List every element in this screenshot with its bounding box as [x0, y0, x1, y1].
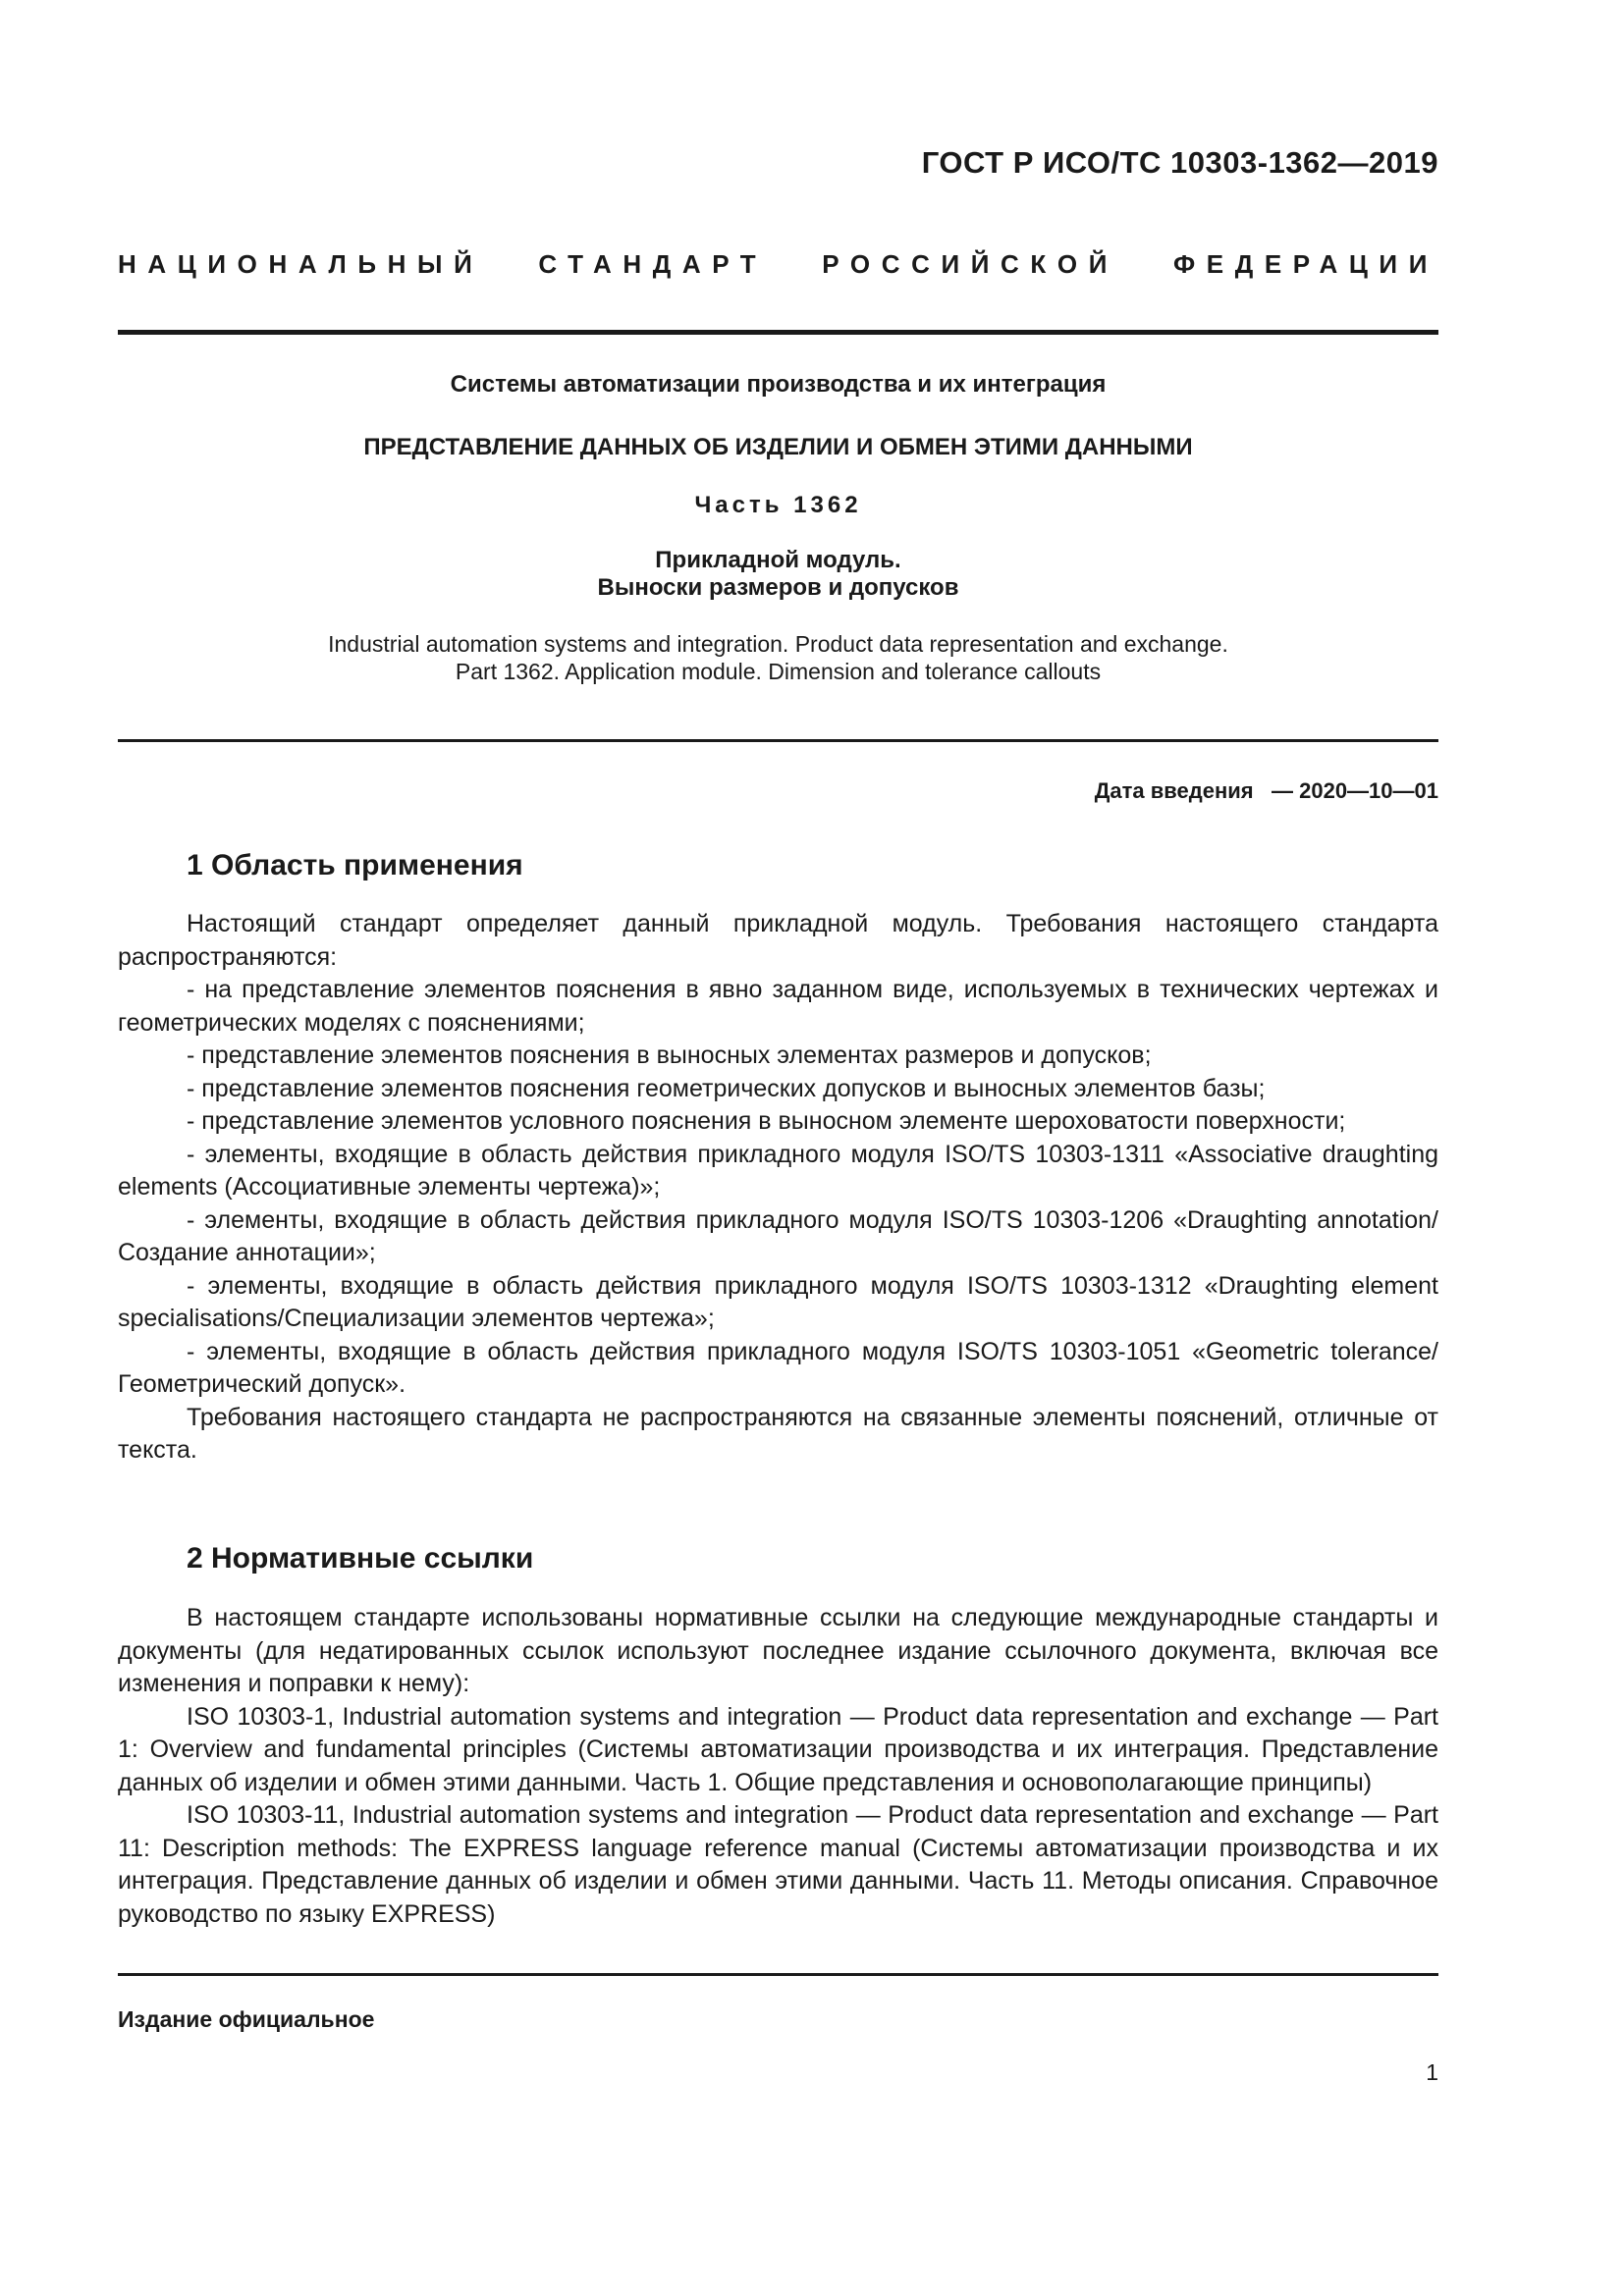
list-item: - представление элементов пояснения геометрических допусков и выносных элементов базы; [187, 1074, 1266, 1102]
series-title: Системы автоматизации производства и их интеграция [450, 371, 1107, 398]
date-label: Дата введения [1094, 778, 1254, 803]
module-title-line2: Выноски размеров и допусков [597, 574, 959, 601]
module-title-line1: Прикладной модуль. [655, 547, 901, 573]
top-rule [118, 330, 1438, 335]
list-item: - представление элементов условного пояснения в выносном элементе шероховатости поверхности; [187, 1107, 1346, 1135]
english-title-line2: Part 1362. Application module. Dimension and tolerance callouts [455, 659, 1102, 684]
english-title-line1: Industrial automation systems and integration. Product data representation and exchange. [328, 631, 1228, 657]
document-page [118, 0, 1438, 2296]
paragraph: В настоящем стандарте использованы нормативные ссылки на следующие международные стандарты и документы (для недатированных ссылок используют последнее издание ссылочного документа, включая все изменения и поправки к нему): [118, 1604, 1438, 1697]
list-item: - представление элементов пояснения в выносных элементах размеров и допусков; [187, 1041, 1152, 1069]
gost-code: ГОСТ Р ИСО/ТС 10303-1362—2019 [921, 145, 1438, 180]
page-number: 1 [1426, 2059, 1438, 2085]
list-item: - элементы, входящие в область действия прикладного модуля ISO/TS 10303-1312 «Draughting element specialisations/Специализации элементов чертежа»; [118, 1271, 1438, 1332]
section-2-body [118, 1602, 1438, 1931]
section-2-heading: 2 Нормативные ссылки [187, 1542, 534, 1575]
title-rule [118, 739, 1438, 742]
official-edition-label: Издание официальное [118, 2006, 375, 2032]
main-title: ПРЕДСТАВЛЕНИЕ ДАННЫХ ОБ ИЗДЕЛИИ И ОБМЕН ЭТИМИ ДАННЫМИ [363, 434, 1193, 460]
paragraph: Настоящий стандарт определяет данный прикладной модуль. Требования настоящего стандарта распространяются: [118, 910, 1438, 971]
list-item: - элементы, входящие в область действия прикладного модуля ISO/TS 10303-1206 «Draughting annotation/Создание аннотации»; [118, 1205, 1438, 1266]
list-item: - элементы, входящие в область действия прикладного модуля ISO/TS 10303-1051 «Geometric tolerance/Геометрический допуск». [118, 1337, 1438, 1398]
date-value: — 2020—10—01 [1272, 778, 1438, 803]
list-item: - элементы, входящие в область действия прикладного модуля ISO/TS 10303-1311 «Associative draughting elements (Ассоциативные элементы чертежа)»; [118, 1140, 1438, 1201]
paragraph: Требования настоящего стандарта не распространяются на связанные элементы пояснений, отличные от текста. [118, 1403, 1438, 1464]
reference-item: ISO 10303-1, Industrial automation systems and integration — Product data representation and exchange — Part 1: Overview and fundamental principles (Системы автоматизации производства и их интеграция. Представление данных об изделии и обмен этими данными. Часть 1. Общие представления и основополагающие принципы) [118, 1702, 1438, 1796]
introduction-date [1095, 778, 1438, 804]
section-1-heading: 1 Область применения [187, 849, 523, 881]
national-standard-title: НАЦИОНАЛЬНЫЙ СТАНДАРТ РОССИЙСКОЙ ФЕДЕРАЦИИ [118, 249, 1438, 279]
part-title: Часть 1362 [694, 492, 862, 518]
list-item: - на представление элементов пояснения в явно заданном виде, используемых в технических чертежах и геометрических моделях с пояснениями; [118, 976, 1438, 1037]
footer-rule [118, 1973, 1438, 1976]
reference-item: ISO 10303-11, Industrial automation systems and integration — Product data representation and exchange — Part 11: Description methods: The EXPRESS language reference manual (Системы автоматизации производства и их интеграция. Представление данных об изделии и обмен этими данными. Часть 11. Методы описания. Справочное руководство по языку EXPRESS) [118, 1801, 1438, 1928]
section-1-body [118, 908, 1438, 1468]
